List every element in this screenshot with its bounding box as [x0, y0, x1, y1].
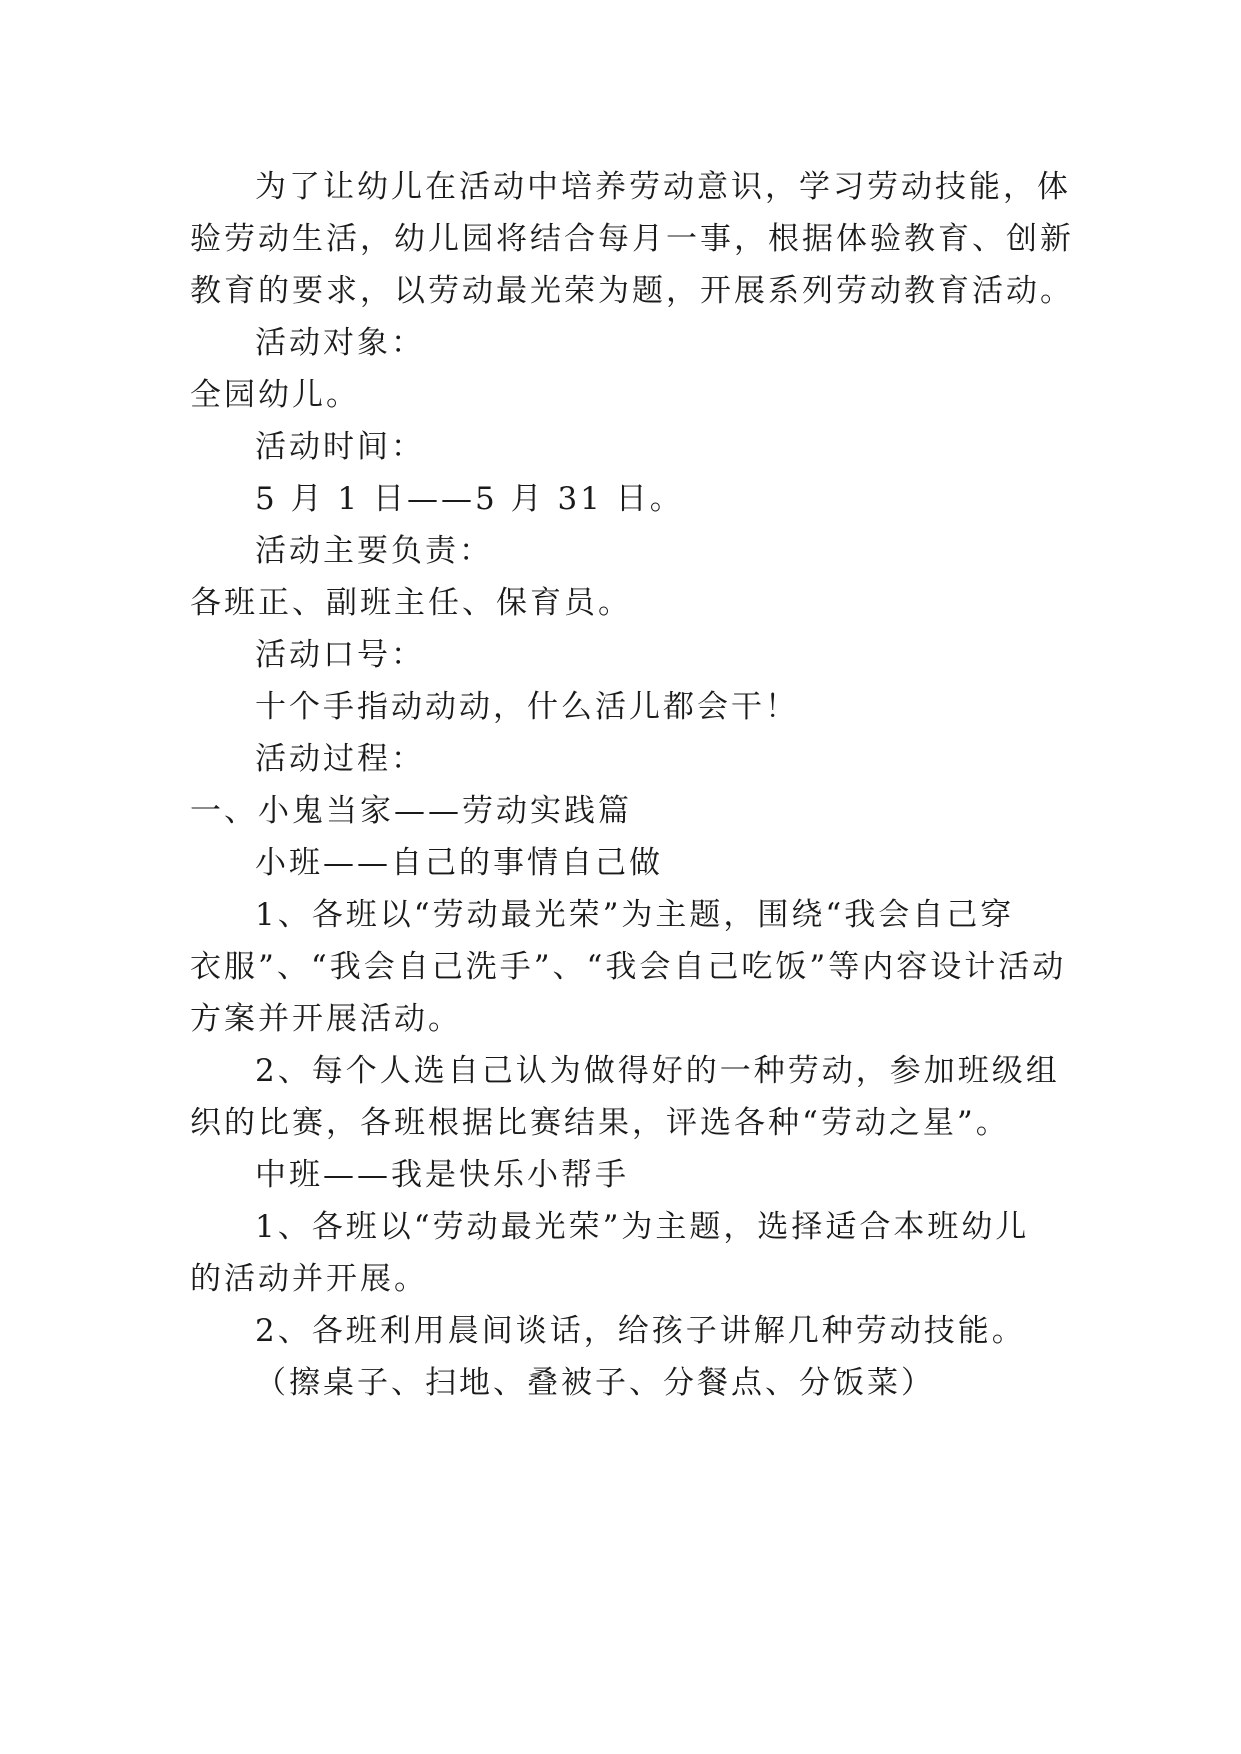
- activity-target-value: 全园幼儿。: [190, 377, 360, 413]
- activity-responsible-value: 各班正、副班主任、保育员。: [190, 585, 632, 621]
- small-class-item-1-line-3: 方案并开展活动。: [190, 1001, 462, 1037]
- activity-time-value: 5 月 1 日——5 月 31 日。: [255, 481, 684, 517]
- middle-class-item-2: 2、各班利用晨间谈话，给孩子讲解几种劳动技能。: [255, 1313, 1026, 1349]
- heading-activity-process: 活动过程：: [255, 741, 425, 777]
- small-class-item-2-line-1: 2、每个人选自己认为做得好的一种劳动，参加班级组: [255, 1053, 1060, 1089]
- heading-activity-target: 活动对象：: [255, 325, 425, 361]
- small-class-item-1-line-2: 衣服”、“我会自己洗手”、“我会自己吃饭”等内容设计活动: [190, 949, 1067, 985]
- heading-activity-slogan: 活动口号：: [255, 637, 425, 673]
- subheading-small-class: 小班——自己的事情自己做: [255, 845, 663, 881]
- middle-class-item-1-line-2: 的活动并开展。: [190, 1261, 428, 1297]
- activity-slogan-value: 十个手指动动动，什么活儿都会干！: [255, 689, 799, 725]
- section-heading-1: 一、小鬼当家——劳动实践篇: [190, 793, 632, 829]
- paragraph-intro-line-1: 为了让幼儿在活动中培养劳动意识，学习劳动技能，体: [255, 169, 1071, 205]
- subheading-middle-class: 中班——我是快乐小帮手: [255, 1157, 629, 1193]
- paragraph-intro-line-3: 教育的要求，以劳动最光荣为题，开展系列劳动教育活动。: [190, 273, 1074, 309]
- middle-class-item-1-line-1: 1、各班以“劳动最光荣”为主题，选择适合本班幼儿: [255, 1209, 1030, 1245]
- heading-activity-responsible: 活动主要负责：: [255, 533, 493, 569]
- heading-activity-time: 活动时间：: [255, 429, 425, 465]
- paragraph-intro-line-2: 验劳动生活，幼儿园将结合每月一事，根据体验教育、创新: [190, 221, 1074, 257]
- small-class-item-2-line-2: 织的比赛，各班根据比赛结果，评选各种“劳动之星”。: [190, 1105, 1010, 1141]
- middle-class-skills-list: （擦桌子、扫地、叠被子、分餐点、分饭菜）: [255, 1365, 935, 1401]
- small-class-item-1-line-1: 1、各班以“劳动最光荣”为主题，围绕“我会自己穿: [255, 897, 1015, 933]
